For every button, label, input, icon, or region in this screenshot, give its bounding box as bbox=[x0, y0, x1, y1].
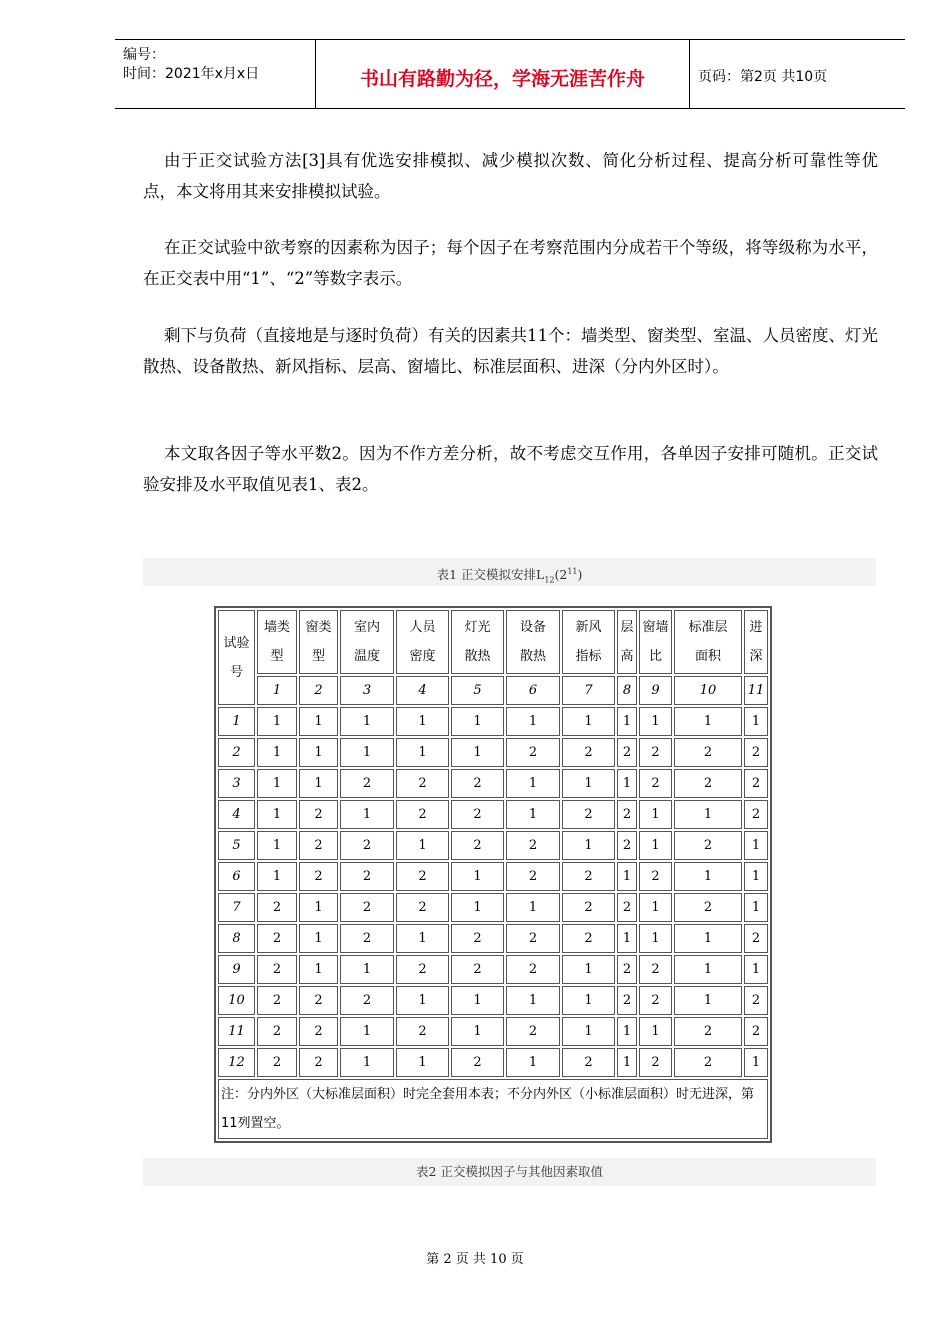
table-cell: 2 bbox=[340, 924, 394, 953]
column-number: 7 bbox=[562, 676, 615, 705]
table-cell: 1 bbox=[506, 986, 560, 1015]
table-cell: 1 bbox=[639, 831, 672, 860]
document-number: 编号： bbox=[123, 47, 165, 63]
table-cell: 1 bbox=[299, 893, 338, 922]
trial-number: 11 bbox=[218, 1017, 255, 1046]
column-header: 窗墙 比 bbox=[639, 610, 672, 674]
table-cell: 2 bbox=[674, 1017, 742, 1046]
table-cell: 1 bbox=[562, 986, 615, 1015]
table-cell: 1 bbox=[451, 893, 504, 922]
table-cell: 2 bbox=[299, 1017, 338, 1046]
column-header: 墙类 型 bbox=[257, 610, 297, 674]
table-cell: 2 bbox=[744, 800, 768, 829]
trial-number: 12 bbox=[218, 1048, 255, 1077]
table-cell: 2 bbox=[396, 862, 449, 891]
table-cell: 2 bbox=[506, 955, 560, 984]
table-cell: 2 bbox=[396, 955, 449, 984]
table-cell: 2 bbox=[617, 955, 637, 984]
page-header bbox=[115, 39, 905, 109]
paragraph-1: 由于正交试验方法[3]具有优选安排模拟、减少模拟次数、简化分析过程、提高分析可靠性等优点，本文将用其来安排模拟试验。 bbox=[143, 151, 878, 201]
table-cell: 1 bbox=[506, 707, 560, 736]
table-cell: 1 bbox=[340, 955, 394, 984]
table-cell: 2 bbox=[451, 769, 504, 798]
table-row bbox=[218, 862, 768, 891]
column-number: 8 bbox=[617, 676, 637, 705]
table-cell: 1 bbox=[674, 707, 742, 736]
table-cell: 1 bbox=[506, 769, 560, 798]
table-cell: 1 bbox=[340, 1017, 394, 1046]
table-cell: 2 bbox=[257, 924, 297, 953]
table-cell: 1 bbox=[674, 800, 742, 829]
table-note: 注：分内外区（大标准层面积）时完全套用本表；不分内外区（小标准层面积）时无进深，第11列置空。 bbox=[218, 1079, 768, 1139]
table-row bbox=[218, 986, 768, 1015]
table-cell: 1 bbox=[674, 955, 742, 984]
table-cell: 2 bbox=[562, 862, 615, 891]
table-cell: 2 bbox=[617, 893, 637, 922]
table-cell: 2 bbox=[674, 893, 742, 922]
table-cell: 2 bbox=[299, 831, 338, 860]
table-cell: 1 bbox=[744, 862, 768, 891]
orthogonal-table bbox=[216, 608, 770, 1141]
table-cell: 1 bbox=[674, 862, 742, 891]
table-cell: 2 bbox=[639, 862, 672, 891]
column-number: 1 bbox=[257, 676, 297, 705]
table-cell: 1 bbox=[639, 924, 672, 953]
table-cell: 1 bbox=[451, 738, 504, 767]
table-cell: 2 bbox=[257, 1017, 297, 1046]
table1-caption-end: ) bbox=[577, 567, 583, 583]
trial-number: 6 bbox=[218, 862, 255, 891]
table-cell: 1 bbox=[451, 707, 504, 736]
table-cell: 1 bbox=[744, 831, 768, 860]
table-cell: 2 bbox=[617, 800, 637, 829]
table-cell: 1 bbox=[744, 893, 768, 922]
table-cell: 1 bbox=[396, 707, 449, 736]
table-cell: 1 bbox=[639, 1017, 672, 1046]
table-row bbox=[218, 1048, 768, 1077]
table-cell: 1 bbox=[744, 955, 768, 984]
table-cell: 2 bbox=[506, 862, 560, 891]
column-header: 窗类 型 bbox=[299, 610, 338, 674]
table-cell: 2 bbox=[451, 1048, 504, 1077]
table-cell: 1 bbox=[299, 769, 338, 798]
table-cell: 1 bbox=[506, 800, 560, 829]
table2-caption: 表2 正交模拟因子与其他因素取值 bbox=[143, 1158, 876, 1186]
table-cell: 1 bbox=[396, 1048, 449, 1077]
trial-number: 5 bbox=[218, 831, 255, 860]
table-cell: 1 bbox=[506, 1048, 560, 1077]
table-cell: 2 bbox=[451, 955, 504, 984]
column-header: 人员 密度 bbox=[396, 610, 449, 674]
table-cell: 2 bbox=[674, 769, 742, 798]
corner-header: 试验 号 bbox=[218, 610, 255, 705]
table-cell: 2 bbox=[562, 800, 615, 829]
table1-caption-sup: 11 bbox=[567, 567, 578, 576]
column-header: 设备 散热 bbox=[506, 610, 560, 674]
table-cell: 1 bbox=[674, 924, 742, 953]
trial-number: 4 bbox=[218, 800, 255, 829]
table-cell: 1 bbox=[451, 986, 504, 1015]
table1 bbox=[214, 606, 772, 1143]
column-header: 进 深 bbox=[744, 610, 768, 674]
table-cell: 1 bbox=[639, 893, 672, 922]
table-cell: 2 bbox=[674, 738, 742, 767]
table-cell: 1 bbox=[299, 955, 338, 984]
table-cell: 1 bbox=[299, 738, 338, 767]
table-cell: 2 bbox=[617, 738, 637, 767]
table-cell: 2 bbox=[744, 1017, 768, 1046]
table-cell: 1 bbox=[257, 707, 297, 736]
trial-number: 7 bbox=[218, 893, 255, 922]
table-cell: 2 bbox=[451, 800, 504, 829]
table-note-row bbox=[218, 1079, 768, 1139]
table-row bbox=[218, 800, 768, 829]
table-cell: 2 bbox=[299, 800, 338, 829]
table-cell: 2 bbox=[396, 800, 449, 829]
table-column-number-row bbox=[218, 676, 768, 705]
page-footer: 第 2 页 共 10 页 bbox=[426, 1252, 524, 1267]
table-cell: 2 bbox=[396, 1017, 449, 1046]
trial-number: 1 bbox=[218, 707, 255, 736]
table-cell: 2 bbox=[451, 924, 504, 953]
column-number: 2 bbox=[299, 676, 338, 705]
table-cell: 2 bbox=[506, 1017, 560, 1046]
table-cell: 2 bbox=[340, 769, 394, 798]
column-header: 标准层 面积 bbox=[674, 610, 742, 674]
table-cell: 2 bbox=[639, 1048, 672, 1077]
table-cell: 2 bbox=[340, 862, 394, 891]
table-cell: 2 bbox=[617, 831, 637, 860]
table-cell: 1 bbox=[562, 1017, 615, 1046]
table-cell: 1 bbox=[506, 893, 560, 922]
table-cell: 2 bbox=[562, 738, 615, 767]
table-cell: 1 bbox=[639, 800, 672, 829]
table-cell: 2 bbox=[562, 1048, 615, 1077]
column-number: 5 bbox=[451, 676, 504, 705]
table-cell: 1 bbox=[562, 707, 615, 736]
table-row bbox=[218, 924, 768, 953]
trial-number: 9 bbox=[218, 955, 255, 984]
table-cell: 1 bbox=[617, 707, 637, 736]
table-cell: 2 bbox=[506, 738, 560, 767]
table-cell: 2 bbox=[299, 1048, 338, 1077]
trial-number: 8 bbox=[218, 924, 255, 953]
table-cell: 1 bbox=[257, 831, 297, 860]
table-cell: 1 bbox=[396, 738, 449, 767]
table-cell: 2 bbox=[674, 1048, 742, 1077]
table-cell: 1 bbox=[396, 831, 449, 860]
column-header: 灯光 散热 bbox=[451, 610, 504, 674]
table-cell: 1 bbox=[340, 707, 394, 736]
table-row bbox=[218, 769, 768, 798]
table-row bbox=[218, 707, 768, 736]
header-motto-cell bbox=[316, 40, 690, 108]
table-cell: 2 bbox=[639, 986, 672, 1015]
table-cell: 2 bbox=[506, 924, 560, 953]
column-number: 11 bbox=[744, 676, 768, 705]
table-cell: 2 bbox=[299, 986, 338, 1015]
table-cell: 2 bbox=[639, 738, 672, 767]
table-cell: 1 bbox=[396, 924, 449, 953]
trial-number: 10 bbox=[218, 986, 255, 1015]
table-cell: 1 bbox=[257, 769, 297, 798]
table-cell: 1 bbox=[299, 707, 338, 736]
table-cell: 1 bbox=[562, 955, 615, 984]
table-cell: 1 bbox=[562, 831, 615, 860]
paragraph-4: 本文取各因子等水平数2。因为不作方差分析，故不考虑交互作用，各单因子安排可随机。正交试验安排及水平取值见表1、表2。 bbox=[143, 444, 878, 494]
table-cell: 1 bbox=[617, 924, 637, 953]
table-row bbox=[218, 893, 768, 922]
table-cell: 2 bbox=[257, 1048, 297, 1077]
table-cell: 2 bbox=[340, 893, 394, 922]
table1-caption-mid: (2 bbox=[554, 567, 568, 583]
column-header: 室内 温度 bbox=[340, 610, 394, 674]
table-cell: 1 bbox=[340, 1048, 394, 1077]
table-cell: 2 bbox=[257, 893, 297, 922]
table1-caption bbox=[143, 558, 876, 586]
trial-number: 3 bbox=[218, 769, 255, 798]
table-row bbox=[218, 738, 768, 767]
column-header: 新风 指标 bbox=[562, 610, 615, 674]
table-cell: 1 bbox=[617, 1048, 637, 1077]
table-cell: 2 bbox=[744, 769, 768, 798]
paragraph-2: 在正交试验中欲考察的因素称为因子；每个因子在考察范围内分成若干个等级，将等级称为水平，在正交表中用“1”、“2”等数字表示。 bbox=[143, 238, 878, 288]
table-cell: 2 bbox=[562, 924, 615, 953]
table-header-row bbox=[218, 610, 768, 674]
column-header: 层 高 bbox=[617, 610, 637, 674]
column-number: 9 bbox=[639, 676, 672, 705]
table-cell: 1 bbox=[340, 800, 394, 829]
table-cell: 2 bbox=[257, 986, 297, 1015]
table-cell: 1 bbox=[451, 862, 504, 891]
table-cell: 1 bbox=[639, 707, 672, 736]
column-number: 3 bbox=[340, 676, 394, 705]
table-cell: 2 bbox=[299, 862, 338, 891]
table-cell: 1 bbox=[340, 738, 394, 767]
table-cell: 2 bbox=[639, 955, 672, 984]
column-number: 10 bbox=[674, 676, 742, 705]
table-cell: 1 bbox=[257, 738, 297, 767]
table-cell: 2 bbox=[340, 831, 394, 860]
page-number: 页码：第2页 共10页 bbox=[698, 69, 828, 85]
table-cell: 1 bbox=[562, 769, 615, 798]
table-cell: 1 bbox=[617, 769, 637, 798]
table1-caption-sub: 12 bbox=[544, 575, 555, 585]
table-cell: 2 bbox=[396, 893, 449, 922]
table-cell: 2 bbox=[744, 738, 768, 767]
table-row bbox=[218, 831, 768, 860]
table-cell: 1 bbox=[257, 800, 297, 829]
table-cell: 1 bbox=[674, 986, 742, 1015]
table-cell: 1 bbox=[617, 862, 637, 891]
header-info-cell bbox=[115, 40, 316, 108]
table-cell: 2 bbox=[340, 986, 394, 1015]
table-row bbox=[218, 1017, 768, 1046]
table-cell: 2 bbox=[562, 893, 615, 922]
table-cell: 2 bbox=[744, 986, 768, 1015]
table1-caption-prefix: 表1 正交模拟安排L bbox=[436, 567, 545, 583]
table-cell: 1 bbox=[451, 1017, 504, 1046]
table-cell: 2 bbox=[744, 924, 768, 953]
table-cell: 2 bbox=[451, 831, 504, 860]
table-cell: 2 bbox=[674, 831, 742, 860]
paragraph-3: 剩下与负荷（直接地是与逐时负荷）有关的因素共11个：墙类型、窗类型、室温、人员密度、灯光散热、设备散热、新风指标、层高、窗墙比、标准层面积、进深（分内外区时）。 bbox=[143, 326, 878, 376]
table-cell: 1 bbox=[744, 1048, 768, 1077]
table-cell: 2 bbox=[639, 769, 672, 798]
column-number: 4 bbox=[396, 676, 449, 705]
column-number: 6 bbox=[506, 676, 560, 705]
table-cell: 2 bbox=[506, 831, 560, 860]
header-page-cell bbox=[690, 40, 905, 108]
table-cell: 1 bbox=[299, 924, 338, 953]
table-row bbox=[218, 955, 768, 984]
table-cell: 1 bbox=[257, 862, 297, 891]
table-cell: 2 bbox=[257, 955, 297, 984]
table-cell: 1 bbox=[617, 1017, 637, 1046]
document-time: 时间：2021年x月x日 bbox=[123, 66, 260, 82]
table-cell: 1 bbox=[744, 707, 768, 736]
table-cell: 2 bbox=[396, 769, 449, 798]
trial-number: 2 bbox=[218, 738, 255, 767]
motto: 书山有路勤为径，学海无涯苦作舟 bbox=[359, 68, 645, 90]
table-cell: 1 bbox=[396, 986, 449, 1015]
table-cell: 2 bbox=[617, 986, 637, 1015]
